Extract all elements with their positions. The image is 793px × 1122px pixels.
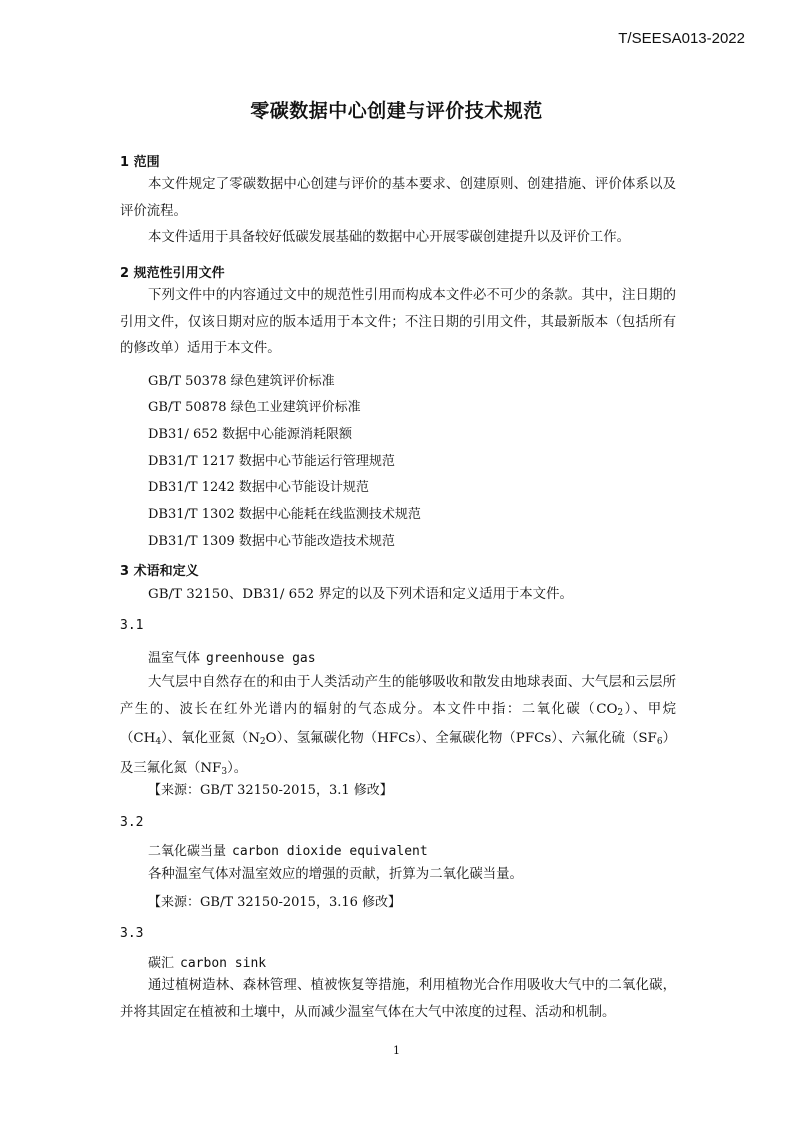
reference-item: DB31/T 1309 数据中心节能改造技术规范: [148, 534, 395, 549]
term-definition: 通过植树造林、森林管理、植被恢复等措施，利用植物光合作用吸收大气中的二氧化碳，并将其固定在植被和土壤中，从而减少温室气体在大气中浓度的过程、活动和机制。: [120, 978, 676, 1020]
term-en: carbon sink: [180, 956, 267, 971]
term-zh: 碳汇: [148, 956, 175, 971]
section-heading-references: 2 规范性引用文件: [120, 266, 225, 281]
term-heading: [148, 647, 316, 666]
term-en: carbon dioxide equivalent: [232, 844, 428, 859]
term-source: 【来源：GB/T 32150-2015，3.1 修改】: [148, 783, 393, 798]
reference-item: DB31/T 1242 数据中心节能设计规范: [148, 480, 369, 495]
reference-item: DB31/T 1217 数据中心节能运行管理规范: [148, 454, 395, 469]
reference-item: GB/T 50378 绿色建筑评价标准: [148, 374, 335, 389]
reference-item: DB31/T 1302 数据中心能耗在线监测技术规范: [148, 507, 421, 522]
scope-paragraph-1: 本文件规定了零碳数据中心创建与评价的基本要求、创建原则、创建措施、评价体系以及评价流程。: [120, 177, 676, 219]
section-heading-terms: 3 术语和定义: [120, 564, 199, 579]
term-number: 3.3: [120, 926, 144, 941]
terms-intro: GB/T 32150、DB31/ 652 界定的以及下列术语和定义适用于本文件。: [148, 587, 573, 602]
term-source: 【来源：GB/T 32150-2015，3.16 修改】: [148, 895, 402, 910]
term-number: 3.1: [120, 618, 144, 633]
reference-item: GB/T 50878 绿色工业建筑评价标准: [148, 400, 361, 415]
reference-item: DB31/ 652 数据中心能源消耗限额: [148, 427, 352, 442]
document-number: T/SEESA013-2022: [618, 30, 745, 47]
term-definition: 大气层中自然存在的和由于人类活动产生的能够吸收和散发由地球表面、大气层和云层所产生的、波长在红外光谱内的辐射的气态成分。本文件中指：二氧化碳$(CO_2)$、甲烷$(CH_4)$、氧化亚氮$(N_2O)$、氢氟碳化物（HFCs）、全氟碳化物（PFCs）、六氟化硫$(SF_6)$及三氟化氮$(NF_3)$。: [120, 675, 676, 777]
term-number: 3.2: [120, 815, 144, 830]
document-title: 零碳数据中心创建与评价技术规范: [250, 100, 543, 122]
term-zh: 温室气体: [148, 651, 201, 666]
page-number: 1: [393, 1044, 400, 1057]
section-heading-scope: 1 范围: [120, 155, 160, 170]
term-zh: 二氧化碳当量: [148, 844, 227, 859]
references-intro: 下列文件中的内容通过文中的规范性引用而构成本文件必不可少的条款。其中，注日期的引用文件，仅该日期对应的版本适用于本文件；不注日期的引用文件，其最新版本（包括所有的修改单）适用于本文件。: [120, 288, 676, 356]
term-definition: 各种温室气体对温室效应的增强的贡献，折算为二氧化碳当量。: [148, 867, 523, 882]
term-en: greenhouse gas: [206, 651, 316, 666]
term-heading: [148, 952, 266, 971]
scope-paragraph-2: 本文件适用于具备较好低碳发展基础的数据中心开展零碳创建提升以及评价工作。: [148, 230, 631, 245]
term-heading: [148, 840, 428, 859]
